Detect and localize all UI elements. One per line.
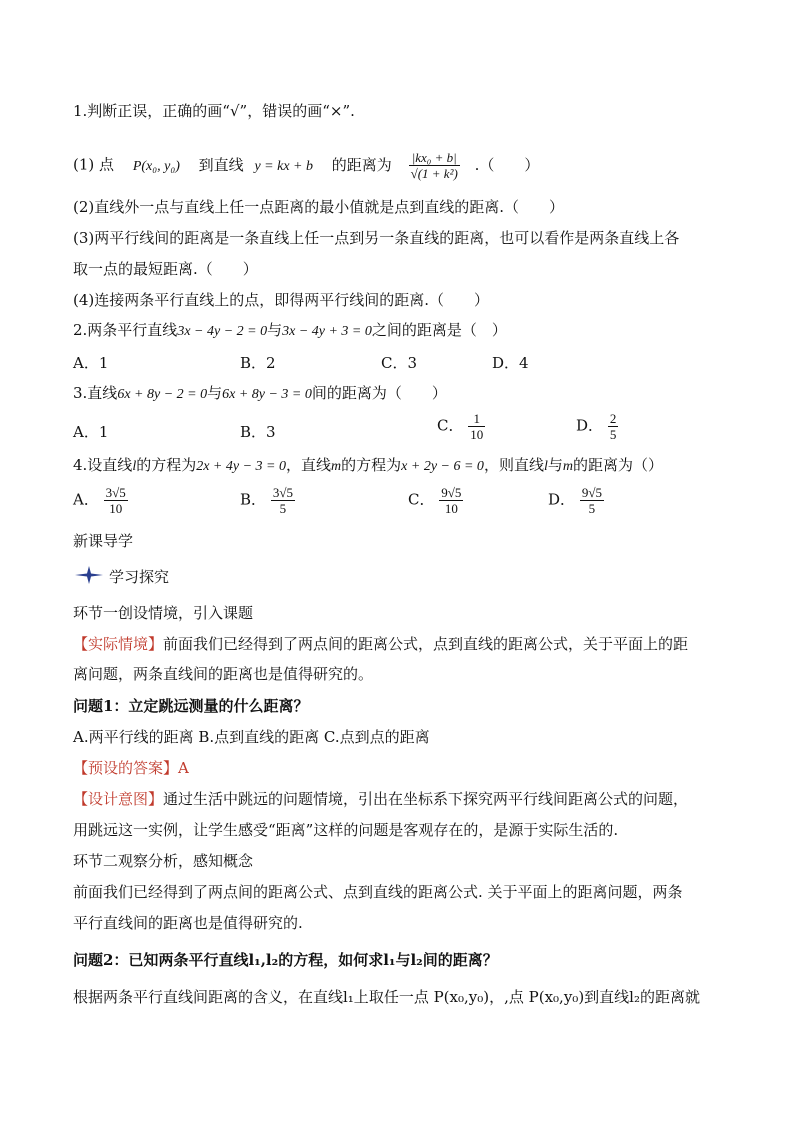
q1-item3-a: (3)两平行线间的距离是一条直线上任一点到另一条直线的距离，也可以看作是两条直线上各 bbox=[73, 229, 680, 247]
intent-text-a: 通过生活中跳远的问题情境，引出在坐标系下探究两平行线间距离公式的问题， bbox=[163, 790, 689, 808]
q1-item3-b: 取一点的最短距离.（ ） bbox=[73, 260, 258, 278]
q1-item1 bbox=[73, 150, 539, 181]
q3-eq2: 6x + 8y − 3 = 0 bbox=[222, 387, 312, 402]
answer-label: 【预设的答案】 bbox=[73, 759, 179, 777]
q4-m2: m bbox=[562, 459, 573, 474]
q1-item1-end: .（ ） bbox=[474, 155, 540, 174]
q3-stem-b: 与 bbox=[207, 384, 223, 402]
q4-option-c-den: 10 bbox=[444, 501, 458, 516]
q2-option-d: D．4 bbox=[492, 354, 529, 372]
q3-option-d-label: D． bbox=[576, 416, 604, 435]
q4-stem-b: 的方程为 bbox=[136, 456, 197, 474]
q4-option-b-num: 3√5 bbox=[272, 485, 293, 500]
context-text-a: 前面我们已经得到了两点间的距离公式，点到直线的距离公式，关于平面上的距 bbox=[163, 635, 689, 653]
q4-option-d-num: 9√5 bbox=[581, 485, 602, 500]
q1-item1-prefix: (1) 点 bbox=[73, 155, 115, 174]
q4-option-c-label: C． bbox=[408, 490, 435, 509]
q4-option-d bbox=[548, 485, 604, 516]
q2-option-b: B．2 bbox=[240, 354, 276, 372]
q3-option-c-den: 10 bbox=[470, 427, 484, 442]
problem1-options: A.两平行线的距离 B.点到直线的距离 C.点到点的距离 bbox=[73, 728, 430, 746]
q4-option-b-label: B． bbox=[240, 490, 267, 509]
q2-stem-b: 与 bbox=[267, 321, 283, 339]
q2-stem-a: 2.两条平行直线 bbox=[73, 321, 178, 339]
q2-stem bbox=[73, 320, 507, 342]
stage2-title: 环节二观察分析，感知概念 bbox=[73, 852, 254, 870]
q4-option-a-num: 3√5 bbox=[105, 485, 126, 500]
q4-option-b-fraction bbox=[271, 485, 295, 516]
q1-item1-frac-num: |kx₀ + b| bbox=[409, 150, 460, 166]
q4-option-a-label: A． bbox=[73, 490, 99, 509]
q2-option-c: C．3 bbox=[381, 354, 418, 372]
section-new-lesson: 新课导学 bbox=[73, 532, 134, 550]
intent-para-a bbox=[73, 789, 688, 809]
q2-eq2: 3x − 4y + 3 = 0 bbox=[282, 324, 372, 339]
q4-stem-d: 的方程为 bbox=[341, 456, 402, 474]
q1-item1-mid: 到直线 bbox=[198, 155, 244, 174]
context-para-a bbox=[73, 634, 688, 654]
context-para-b: 离问题，两条直线间的距离也是值得研究的。 bbox=[73, 665, 374, 683]
q4-eq1: 2x + 4y − 3 = 0 bbox=[196, 459, 286, 474]
q3-option-c-fraction bbox=[468, 411, 485, 442]
q3-option-d-den: 5 bbox=[609, 427, 617, 442]
q4-option-c bbox=[408, 485, 463, 516]
q3-option-c-num: 1 bbox=[468, 411, 485, 427]
problem1-title: 问题1：立定跳远测量的什么距离？ bbox=[73, 697, 309, 715]
q4-option-a-den: 10 bbox=[109, 501, 123, 516]
q4-l2: l bbox=[543, 459, 548, 474]
q1-item1-after: 的距离为 bbox=[331, 155, 392, 174]
q4-option-a-fraction bbox=[104, 485, 128, 516]
q3-option-c-label: C． bbox=[437, 416, 464, 435]
answer-value: A bbox=[178, 759, 189, 777]
q1-item2: (2)直线外一点与直线上任一点距离的最小值就是点到直线的距离.（ ） bbox=[73, 198, 565, 216]
q4-option-a bbox=[73, 485, 128, 516]
q3-option-a: A．1 bbox=[73, 423, 109, 441]
observe-para-b: 平行直线间的距离也是值得研究的. bbox=[73, 914, 303, 932]
q4-option-c-num: 9√5 bbox=[441, 485, 462, 500]
q3-option-d-fraction bbox=[608, 411, 619, 442]
observe-para-a: 前面我们已经得到了两点间的距离公式、点到直线的距离公式. 关于平面上的距离问题，两条 bbox=[73, 883, 683, 901]
q4-option-c-fraction bbox=[439, 485, 463, 516]
intent-label: 【设计意图】 bbox=[73, 790, 164, 808]
q1-item4: (4)连接两条平行直线上的点，即得两平行线间的距离.（ ） bbox=[73, 291, 490, 309]
q3-option-d-num: 2 bbox=[609, 411, 617, 426]
q4-stem-e: ，则直线 bbox=[483, 456, 544, 474]
q3-eq1: 6x + 8y − 2 = 0 bbox=[117, 387, 208, 402]
stage1-title: 环节一创设情境，引入课题 bbox=[73, 604, 254, 622]
q4-l: l bbox=[132, 459, 137, 474]
q4-stem bbox=[73, 455, 663, 477]
context-label: 【实际情境】 bbox=[73, 635, 164, 653]
q1-item1-frac-den: √(1 + k²) bbox=[410, 166, 458, 181]
q1-title: 1.判断正误，正确的画“√”，错误的画“×”. bbox=[73, 102, 355, 120]
q4-option-b-den: 5 bbox=[279, 501, 287, 516]
four-point-star-icon bbox=[74, 565, 104, 585]
intent-para-b: 用跳远这一实例，让学生感受“距离”这样的问题是客观存在的，是源于实际生活的. bbox=[73, 821, 619, 839]
section-study-explore: 学习探究 bbox=[109, 568, 170, 586]
q3-option-d bbox=[576, 411, 618, 442]
q3-option-c bbox=[437, 411, 485, 442]
q3-stem-c: 间的距离为（ ） bbox=[311, 384, 447, 402]
q4-option-b bbox=[240, 485, 295, 516]
preset-answer bbox=[73, 758, 189, 778]
q4-m: m bbox=[331, 459, 342, 474]
last-line: 根据两条平行直线间距离的含义，在直线l₁上取任一点 P(x₀,y₀)，,点 P(x₀,y₀)到直线l₂的距离就 bbox=[73, 988, 700, 1006]
q3-stem-a: 3.直线 bbox=[73, 384, 118, 402]
q2-option-a: A．1 bbox=[73, 354, 109, 372]
q4-eq2: x + 2y − 6 = 0 bbox=[401, 459, 484, 474]
q3-stem bbox=[73, 383, 447, 405]
q4-stem-g: 的距离为（） bbox=[572, 456, 663, 474]
q4-option-d-fraction bbox=[580, 485, 604, 516]
q4-stem-f: 与 bbox=[547, 456, 563, 474]
q2-stem-c: 之间的距离是（ ） bbox=[371, 321, 507, 339]
q1-item1-fraction bbox=[409, 150, 460, 181]
q3-option-b: B．3 bbox=[240, 423, 276, 441]
q4-stem-c: ，直线 bbox=[286, 456, 332, 474]
q1-item1-point: P(x₀, y₀) bbox=[132, 158, 180, 174]
q2-eq1: 3x − 4y − 2 = 0 bbox=[177, 324, 268, 339]
q4-option-d-label: D． bbox=[548, 490, 576, 509]
q4-stem-a: 4.设直线 bbox=[73, 456, 133, 474]
q1-item1-line: y = kx + b bbox=[254, 158, 313, 174]
q4-option-d-den: 5 bbox=[588, 501, 596, 516]
problem2-title: 问题2：已知两条平行直线l₁,l₂的方程，如何求l₁与l₂间的距离？ bbox=[73, 951, 498, 969]
